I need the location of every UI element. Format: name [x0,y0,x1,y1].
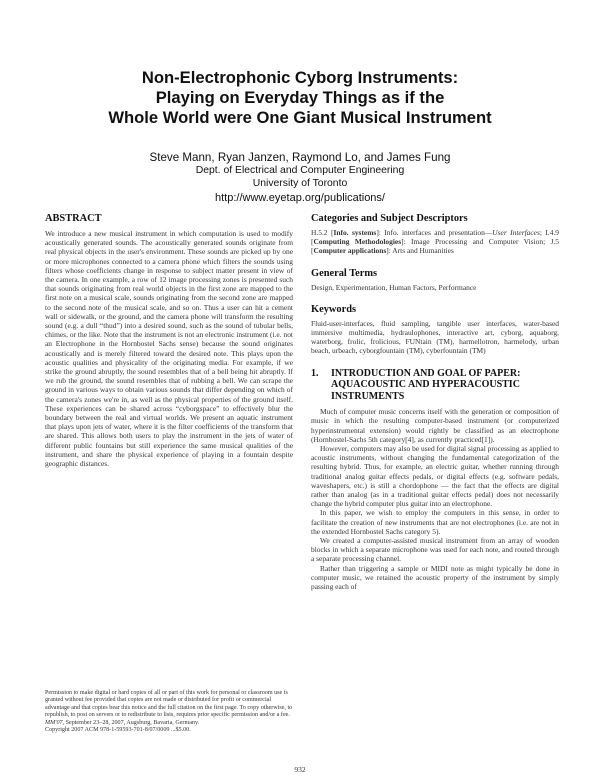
permission-notice [45,690,295,734]
conference-details: September 23–28, 2007, Augsburg, Bavaria, Germany. [64,719,200,726]
category-code-2: ; I.4.9 [ [311,228,559,247]
paper-title [0,68,600,128]
category-bold-2: Computing Methodologies [313,237,402,247]
permission-text: Permission to make digital or hard copies of all or part of this work for personal or classroom use is granted without fee provided that copies are not made or distributed for profit or commercial advantage and that copies bear this notice and the full citation on the first page. To copy otherwise, to republish, to post on servers or to redistribute to lists, requires prior specific permission and/or a fee. [45,690,293,719]
category-bold-1: Info. systems [333,228,377,237]
section-heading-introduction [311,368,559,403]
author-department: Dept. of Electrical and Computer Engineering [195,165,405,176]
abstract-text: We introduce a new musical instrument in which computation is used to modify acoustically generated sounds. The acoustically generated sounds originate from real physical objects in the user's environment. These sounds are picked up by one or more microphones connected to a camera phone which filters the sounds using filters whose coefficients change in response to subject matter present in view of the camera. In one example, a row of 12 image processing zones is presented such that sounds originating from real world objects in the first zone are mapped to the first note on a musical scale, sounds originating from the second zone are mapped to the second note of the musical scale, and so on. Thus a user can hit a cement wall or sidewalk, or the ground, and the camera phone will transform the resulting sound (e.g. a dull “thud”) into a desired sound, such as the sound of tubular bells, chimes, or the like. Note that the instrument is not an electronic instrument (i.e. not an Electrophone in the Hornbostel Sachs sense) because the sound originates acoustically and is merely filtered toward the desired note. This plays upon the acoustic qualities and physicality of the originating media. For example, if we strike the ground abruptly, the sound resembles that of a bell being hit abruptly. If we rub the ground, the sound resembles that of rubbing a bell. We can scrape the ground in various ways to obtain various sounds that differ depending on which of the camera's zones we're in, as well as the physical properties of the ground itself. These experiences can be shared across “cyborgspace” to effectively blur the boundary between the real and virtual worlds. We present an aquatic instrument that plays upon jets of water, where it is the filter coefficients of the transform that are shared. This allows both users to play the instrument in the jets of water of different public fountains but still experience the same musical qualities of the instrument, and share the physical experience of playing in a fountain despite geographic distances. [45,229,293,469]
abstract-heading: ABSTRACT [45,213,102,224]
intro-paragraph: In this paper, we wish to employ the computers in this sense, in order to facilitate the creation of new instruments that are not electrophones (i.e. are not in the extended Hornbostel Sachs category 5). [311,508,559,536]
author-names: Steve Mann, Ryan Janzen, Raymond Lo, and James Fung [149,151,451,164]
categories-text [311,228,559,256]
general-terms-text: Design, Experimentation, Human Factors, Performance [311,282,477,292]
category-code-1: H.5.2 [ [311,228,334,237]
copyright-line: Copyright 2007 ACM 978-1-59593-701-8/07/0009 ...$5.00. [45,727,191,734]
intro-paragraph: Rather than triggering a sample or MIDI note as might typically be done in computer music, we retained the acoustic property of the instrument by simply passing each of [311,563,559,591]
intro-paragraph: We created a computer-assisted musical instrument from an array of wooden blocks in which a separate microphone was used for each note, and routed through a separate processing channel. [311,535,559,564]
conference-line [45,720,295,727]
category-text-1: ]: Info. interfaces and presentation— [376,228,493,237]
page-number: 932 [294,765,306,774]
category-text-3: ]: Arts and Humanities [386,246,454,256]
conference-name: MM'07, [45,719,65,726]
general-terms-heading: General Terms [311,267,378,279]
author-url[interactable]: http://www.eyetap.org/publications/ [215,192,385,204]
author-university: University of Toronto [252,177,348,189]
section-title: INTRODUCTION AND GOAL OF PAPER: AQUACOUSTIC AND HYPERACOUSTIC INSTRUMENTS [331,367,521,402]
category-bold-3: Computer applications [313,246,387,256]
keywords-heading: Keywords [311,303,357,315]
title-line-1: Non-Electrophonic Cyborg Instruments: [141,68,459,87]
right-column [311,212,559,591]
category-italic-1: User Interfaces [492,228,540,237]
category-text-2: ]: Image Processing and Computer Vision; J.5 [ [311,237,559,256]
intro-paragraph: Much of computer music concerns itself with the generation or composition of music in which the resulting computer-based instrument (or computerized hyperinstrumental extension) would rightly be classified as an electrophone (Hornbostel-Sachs 5th category[4], as currently practiced[1]). [311,407,559,444]
intro-paragraph: However, computers may also be used for digital signal processing as applied to acoustic instruments, without changing the fundamental categorization of the resulting hybrid. Thus, for example, an electric guitar, whether running through traditional analog guitar effects pedals, or digital effects (e.g. software pedals, waveshapers, etc.) is still a chordophone — the fact that the effects are digital rather than analog (as in a traditional guitar effects pedal) does not necessarily change the hybrid computer plus guitar into an electrophone. [311,443,559,509]
categories-heading: Categories and Subject Descriptors [311,213,468,224]
title-line-3: Whole World were One Giant Musical Instrument [108,108,492,127]
keywords-text: Fluid-user-interfaces, fluid sampling, tangible user interfaces, water-based immersive multimedia, hydraulophones, interactive art, cyborg, aquaborg, waterborg, frolic, frolicious, FUNtain (TM), harmellotron, harmelody, urban beach, urbeach, cyborgfountain (TM), cyberfountain (TM) [311,318,559,356]
author-block [0,151,600,205]
left-column [45,212,293,468]
section-number: 1. [311,367,319,379]
title-line-2: Playing on Everyday Things as if the [155,88,445,107]
